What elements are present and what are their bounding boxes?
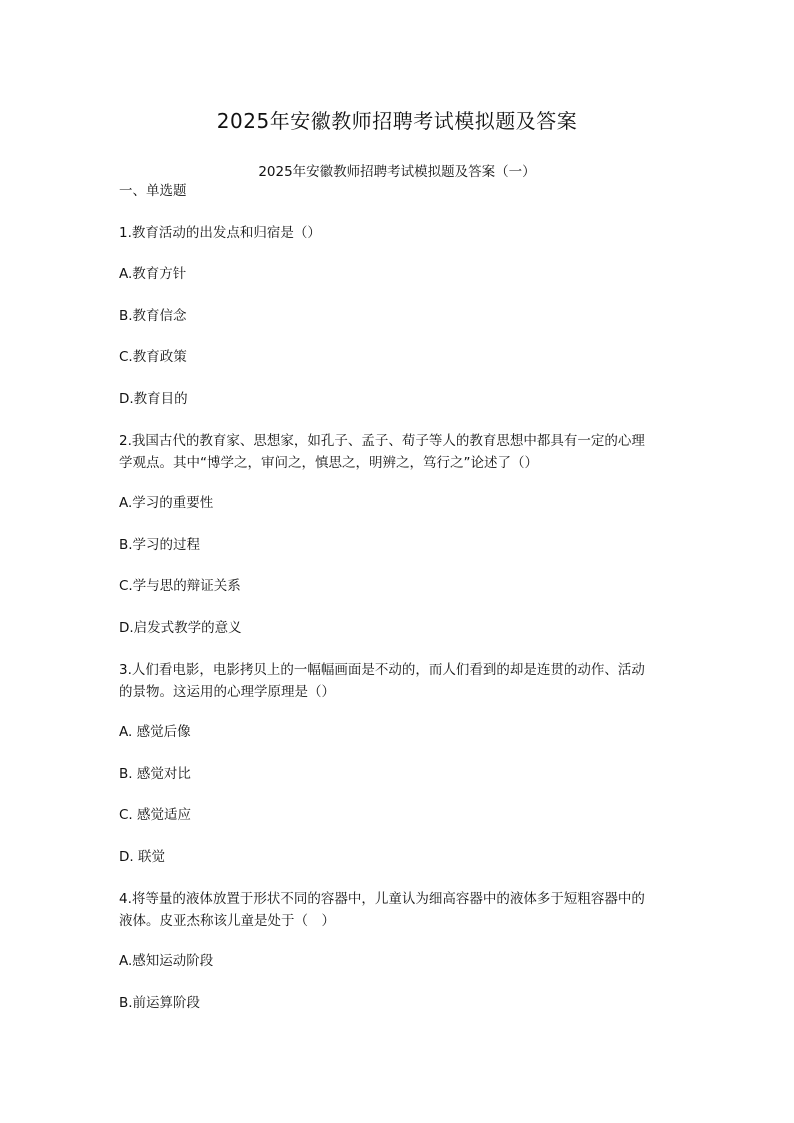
question-stem-continued: 液体。皮亚杰称该儿童是处于（ ） bbox=[119, 913, 335, 929]
option-c: C.教育政策 bbox=[119, 349, 187, 365]
option-b: B.学习的过程 bbox=[119, 537, 201, 553]
option-a: A.教育方针 bbox=[119, 266, 187, 282]
option-c: C. 感觉适应 bbox=[119, 807, 192, 823]
question-stem: 4.将等量的液体放置于形状不同的容器中，儿童认为细高容器中的液体多于短粗容器中的 bbox=[119, 891, 645, 907]
section-heading: 一、单选题 bbox=[119, 183, 187, 199]
question-stem: 3.人们看电影，电影拷贝上的一幅幅画面是不动的，而人们看到的却是连贯的动作、活动 bbox=[119, 662, 645, 678]
document-subtitle: 2025年安徽教师招聘考试模拟题及答案（一） bbox=[258, 164, 536, 180]
option-a: A. 感觉后像 bbox=[119, 724, 191, 740]
option-b: B. 感觉对比 bbox=[119, 766, 191, 782]
document-title: 2025年安徽教师招聘考试模拟题及答案 bbox=[216, 109, 578, 133]
option-a: A.学习的重要性 bbox=[119, 495, 214, 511]
question-stem-continued: 的景物。这运用的心理学原理是（） bbox=[119, 684, 335, 700]
option-d: D.启发式教学的意义 bbox=[119, 620, 242, 636]
question-stem: 2.我国古代的教育家、思想家，如孔子、孟子、荀子等人的教育思想中都具有一定的心理 bbox=[119, 433, 645, 449]
option-d: D. 联觉 bbox=[119, 849, 165, 865]
option-b: B.教育信念 bbox=[119, 308, 187, 324]
question-stem-continued: 学观点。其中“博学之，审问之，慎思之，明辨之，笃行之”论述了（） bbox=[119, 455, 538, 471]
option-d: D.教育目的 bbox=[119, 391, 188, 407]
question-stem: 1.教育活动的出发点和归宿是（） bbox=[119, 225, 321, 241]
option-a: A.感知运动阶段 bbox=[119, 953, 214, 969]
option-c: C.学与思的辩证关系 bbox=[119, 578, 241, 594]
option-b: B.前运算阶段 bbox=[119, 995, 201, 1011]
